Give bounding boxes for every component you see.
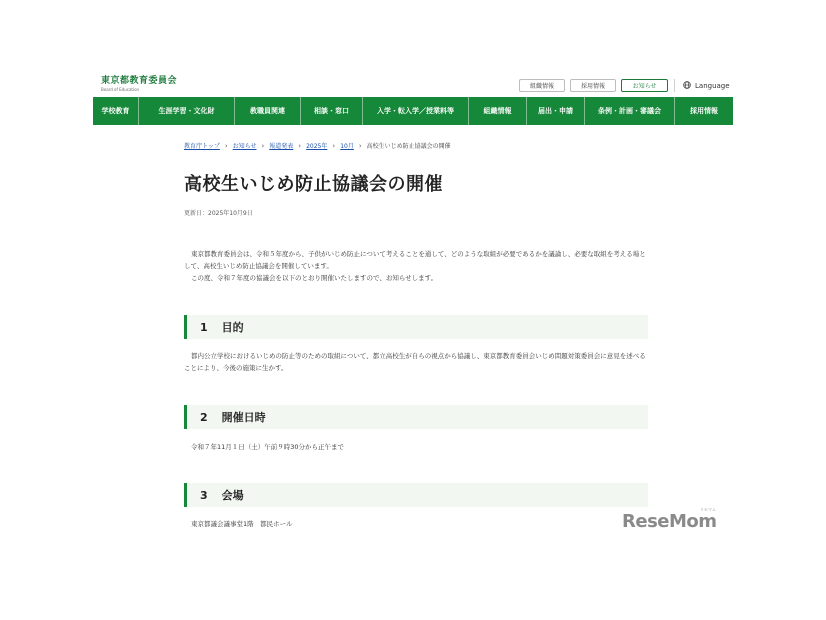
chevron-right-icon: › [261, 141, 265, 150]
section-title: 開催日時 [221, 411, 266, 424]
breadcrumb-press[interactable]: 報道発表 [269, 143, 294, 150]
breadcrumb [184, 141, 451, 150]
chevron-right-icon: › [298, 141, 302, 150]
section-title: 目的 [221, 321, 244, 334]
watermark-reading: リセマム [700, 507, 716, 512]
org-info-link[interactable]: 組織情報 [519, 79, 565, 92]
nav-item-organization[interactable]: 組織情報 [469, 97, 527, 125]
header-divider [674, 79, 675, 92]
logo-subtitle: Board of Education [101, 87, 140, 92]
breadcrumb-year[interactable]: 2025年 [306, 143, 328, 150]
chevron-right-icon: › [332, 141, 336, 150]
section-heading-datetime [184, 405, 648, 429]
section-title: 会場 [221, 489, 244, 502]
nav-item-admission[interactable]: 入学・転入学／授業料等 [363, 97, 469, 125]
intro-paragraph: この度、令和７年度の協議会を以下のとおり開催いたしますので、お知らせします。 [191, 274, 438, 282]
globe-icon [683, 81, 691, 91]
global-nav [93, 97, 733, 125]
language-label: Language [695, 81, 730, 90]
site-logo[interactable] [101, 76, 177, 93]
chevron-right-icon: › [224, 141, 228, 150]
breadcrumb-news[interactable]: お知らせ [232, 143, 257, 150]
section-body-venue [184, 518, 650, 530]
section-body-purpose [184, 350, 650, 374]
section-number: 3 [200, 488, 208, 502]
updated-date: 更新日：2025年10月9日 [184, 210, 253, 217]
nav-item-recruitment[interactable]: 採用情報 [690, 107, 718, 115]
nav-item-staff[interactable]: 教職員関連 [235, 97, 301, 125]
section-paragraph: 都内公立学校におけるいじめの防止等のための取組について、都立高校生が自らの視点から協議し、東京都教育委員会いじめ問題対策委員会に意見を述べることにより、今後の施策に生かす。 [184, 352, 646, 372]
language-selector[interactable] [683, 79, 730, 92]
nav-item-applications[interactable]: 届出・申請 [527, 97, 585, 125]
nav-item-ordinances[interactable]: 条例・計画・審議会 [585, 97, 675, 125]
nav-item-consultation[interactable]: 相談・窓口 [301, 97, 363, 125]
chevron-right-icon: › [358, 141, 362, 150]
news-link[interactable]: お知らせ [621, 79, 668, 92]
nav-item-lifelong-learning[interactable]: 生涯学習・文化財 [139, 97, 235, 125]
section-paragraph: 令和７年11月１日（土）午前９時30分から正午まで [191, 443, 345, 451]
intro-text [184, 248, 650, 284]
section-paragraph: 東京都議会議事堂1階 都民ホール [191, 520, 293, 528]
page-title: 高校生いじめ防止協議会の開催 [184, 174, 443, 195]
section-heading-venue [184, 483, 648, 507]
breadcrumb-current: 高校生いじめ防止協議会の開催 [366, 143, 451, 150]
section-number: 1 [200, 320, 208, 334]
section-body-datetime [184, 441, 650, 453]
section-number: 2 [200, 410, 208, 424]
breadcrumb-home[interactable]: 教育庁トップ [184, 143, 220, 150]
recruit-info-link[interactable]: 採用情報 [570, 79, 616, 92]
logo-title: 東京都教育委員会 [101, 76, 178, 86]
section-heading-purpose [184, 315, 648, 339]
breadcrumb-month[interactable]: 10月 [340, 143, 354, 150]
intro-paragraph: 東京都教育委員会は、令和５年度から、子供がいじめ防止について考えることを通して、どのような取組が必要であるかを議論し、必要な取組を考える場として、高校生いじめ防止協議会を開催しています。 [184, 250, 646, 270]
resemom-watermark: ReseMom [622, 511, 717, 532]
nav-item-school-education[interactable]: 学校教育 [93, 97, 139, 125]
header-links [519, 79, 668, 92]
